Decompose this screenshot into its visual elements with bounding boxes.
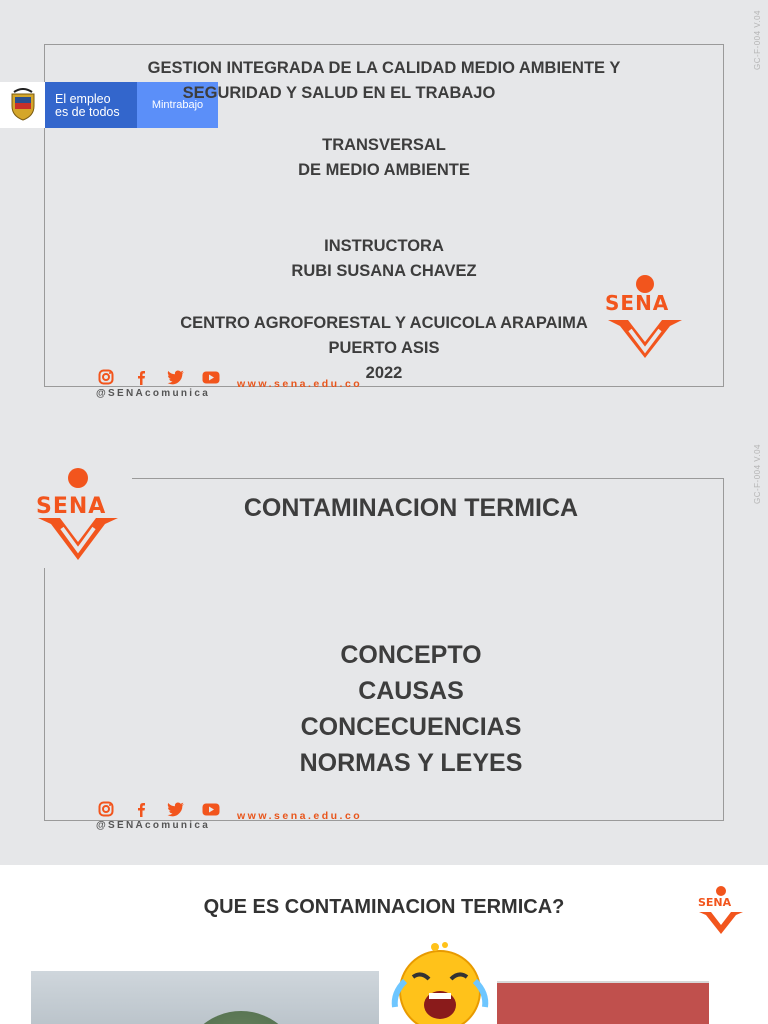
youtube-icon[interactable]: [201, 368, 221, 386]
gov-slogan-line1: El empleo: [55, 92, 111, 106]
ministry-label: Mintrabajo: [137, 82, 218, 128]
form-code: GC-F-004 V.04: [753, 444, 762, 505]
facebook-icon[interactable]: [131, 368, 151, 386]
sena-logo-text: SENA: [36, 494, 107, 519]
social-handle: @SENAcomunica: [96, 388, 211, 399]
earth-photo: [31, 971, 379, 1024]
sena-logo-icon: [600, 272, 690, 362]
sena-logo-icon: [696, 885, 746, 935]
slide-agenda: [0, 432, 768, 865]
subtitle-line: DE MEDIO AMBIENTE: [298, 161, 470, 179]
social-handle: @SENAcomunica: [96, 820, 211, 831]
gov-slogan-line2: es de todos: [55, 105, 120, 119]
center-year: 2022: [365, 364, 403, 382]
topic-list: [0, 637, 768, 781]
definition-box: [497, 981, 709, 1024]
slide-title: QUE ES CONTAMINACION TERMICA?: [203, 896, 565, 918]
twitter-icon[interactable]: [166, 800, 186, 818]
sena-logo-text: SENA: [605, 291, 670, 315]
topic-item: CONCECUENCIAS: [300, 713, 522, 741]
youtube-icon[interactable]: [201, 800, 221, 818]
title-line: SEGURIDAD Y SALUD EN EL TRABAJO: [182, 84, 496, 102]
social-icons: [96, 368, 221, 386]
facebook-icon[interactable]: [131, 800, 151, 818]
website-link[interactable]: www.sena.edu.co: [237, 810, 363, 822]
instructor-label: INSTRUCTORA: [324, 237, 444, 255]
slide-title: [0, 0, 768, 432]
instagram-icon[interactable]: [96, 368, 116, 386]
crying-emoji-icon: [385, 941, 495, 1024]
sena-logo-text: SENA: [698, 896, 732, 909]
topic-item: CONCEPTO: [340, 641, 482, 669]
center-city: PUERTO ASIS: [328, 339, 440, 357]
instagram-icon[interactable]: [96, 800, 116, 818]
course-title: [44, 56, 724, 106]
center-name: CENTRO AGROFORESTAL Y ACUICOLA ARAPAIMA: [180, 314, 588, 332]
title-line: GESTION INTEGRADA DE LA CALIDAD MEDIO AMBIENTE Y: [147, 59, 621, 77]
globe-image: [181, 1011, 301, 1024]
twitter-icon[interactable]: [166, 368, 186, 386]
instructor-name: RUBI SUSANA CHAVEZ: [291, 262, 477, 280]
website-link[interactable]: www.sena.edu.co: [237, 378, 363, 390]
slide-concept: [0, 865, 768, 1024]
coat-of-arms-icon: [0, 82, 45, 128]
topic-item: NORMAS Y LEYES: [299, 749, 523, 777]
form-code: GC-F-004 V.04: [753, 10, 762, 71]
social-icons: [96, 800, 221, 818]
slide-title: CONTAMINACION TERMICA: [243, 494, 579, 522]
subtitle-line: TRANSVERSAL: [322, 136, 446, 154]
topic-item: CAUSAS: [358, 677, 464, 705]
course-subtitle: [0, 133, 768, 183]
